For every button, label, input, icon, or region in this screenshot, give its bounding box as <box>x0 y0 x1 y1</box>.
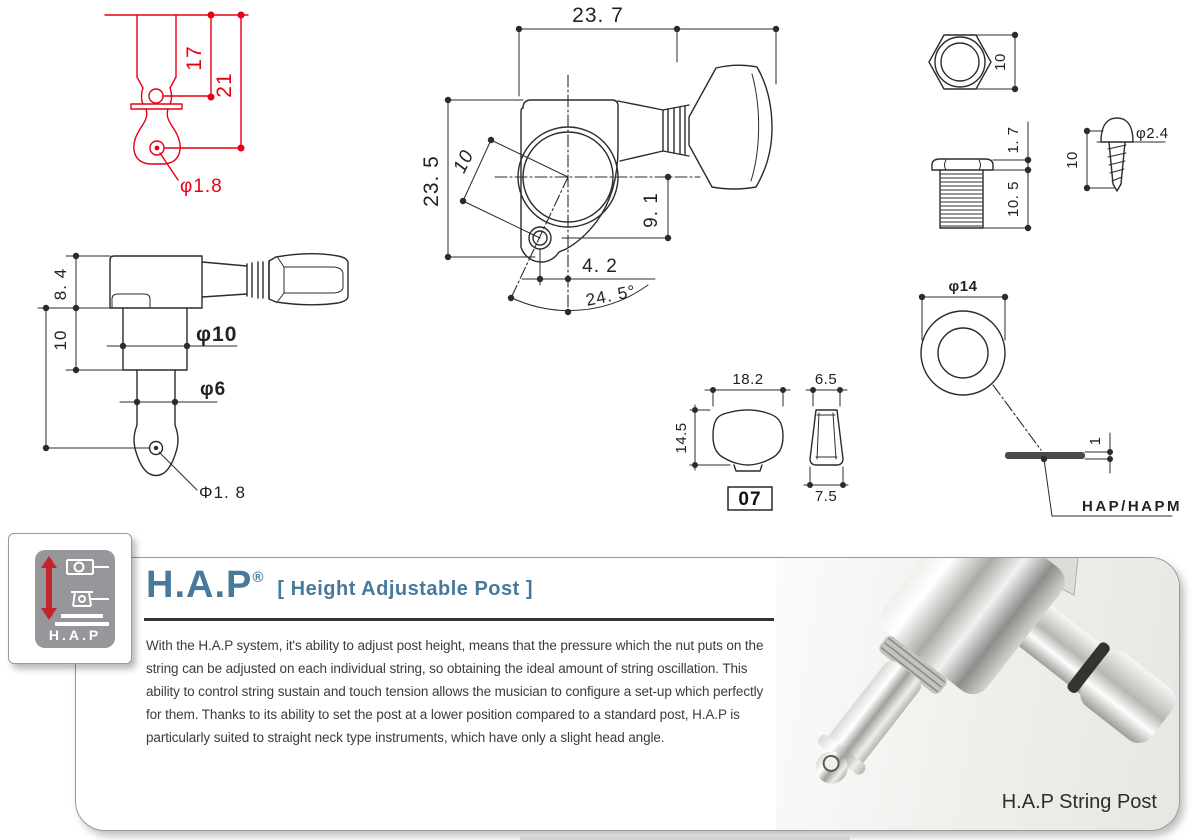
description-line: ability to control string sustain and touch tension allows the musician to configure a set-up which perfectly <box>146 684 764 699</box>
dim-post-17: 17 <box>183 45 206 71</box>
hap-logo <box>35 550 115 648</box>
dim-front-9-1: 9. 1 <box>641 192 662 228</box>
description-line: With the H.A.P system, it's ability to adjust post height, means that the pressure which the nut puts on the <box>146 638 764 653</box>
heading-rule <box>144 618 774 621</box>
hap-title: H.A.P <box>146 564 253 606</box>
dim-side-d1-8: Φ1. 8 <box>199 483 246 502</box>
hap-description <box>146 634 763 749</box>
dim-front-4-2: 4. 2 <box>582 256 618 277</box>
height-arrow-icon <box>41 556 57 620</box>
dim-washer-d14: φ14 <box>948 278 978 295</box>
drawing-bushing <box>932 122 1031 231</box>
drawing-tuner-front <box>420 4 779 315</box>
page-edge-bar <box>520 836 850 840</box>
dim-side-d6: φ6 <box>200 379 227 400</box>
hap-string-post-photo <box>776 558 1179 830</box>
photo-caption: H.A.P String Post <box>1001 791 1157 813</box>
logo-caption: H.A.P <box>48 627 102 643</box>
dim-post-21: 21 <box>213 72 236 98</box>
dim-front-23-7: 23. 7 <box>572 4 624 27</box>
drawing-string-post-red <box>105 12 248 198</box>
registered-trademark: ® <box>252 569 264 586</box>
dim-button-6-5: 6.5 <box>814 371 838 388</box>
drawing-wood-screw <box>1064 118 1169 191</box>
dim-side-8-4: 8. 4 <box>51 267 70 301</box>
description-line: string can be adjusted on each individual string, so obtaining the ideal amount of string oscillation. This <box>146 661 748 676</box>
chrome-tuner-image <box>776 558 1179 830</box>
dim-front-angle: 24. 5° <box>584 281 638 310</box>
drawing-tuner-side <box>38 253 348 502</box>
hap-info-panel <box>75 557 1180 831</box>
hap-logo-box <box>8 533 132 664</box>
washer-model-label: HAP/HAPM <box>1082 498 1183 515</box>
description-line: for them. Thanks to its ability to set the post at a lower position compared to a standard post, H.A.P is <box>146 707 740 722</box>
dim-side-d10: φ10 <box>196 323 238 346</box>
dim-post-hole: φ1.8 <box>180 176 223 197</box>
dim-button-14-5: 14.5 <box>673 422 690 454</box>
drawing-washer <box>919 278 1182 516</box>
dim-screw-d2-4: φ2.4 <box>1136 125 1169 142</box>
dim-front-23-5: 23. 5 <box>420 155 443 207</box>
dim-side-10: 10 <box>51 329 70 351</box>
dim-bushing-1-7: 1. 7 <box>1005 126 1022 154</box>
drawing-hex-nut <box>929 32 1018 92</box>
dim-nut-10: 10 <box>992 53 1009 71</box>
hap-heading <box>146 566 533 604</box>
hap-subtitle: [ Height Adjustable Post ] <box>277 578 534 600</box>
dim-washer-1: 1 <box>1087 436 1104 446</box>
dim-button-7-5: 7.5 <box>814 488 838 505</box>
dim-bushing-10-5: 10. 5 <box>1005 181 1022 217</box>
dim-button-18-2: 18.2 <box>732 371 764 388</box>
dim-front-10: 10 <box>449 146 479 177</box>
drawing-button-07 <box>673 371 848 510</box>
button-code-label: 07 <box>738 489 762 510</box>
dim-screw-10: 10 <box>1064 151 1081 169</box>
description-line: particularly suited to straight neck type instruments, which have only a slight head angle. <box>146 730 665 745</box>
